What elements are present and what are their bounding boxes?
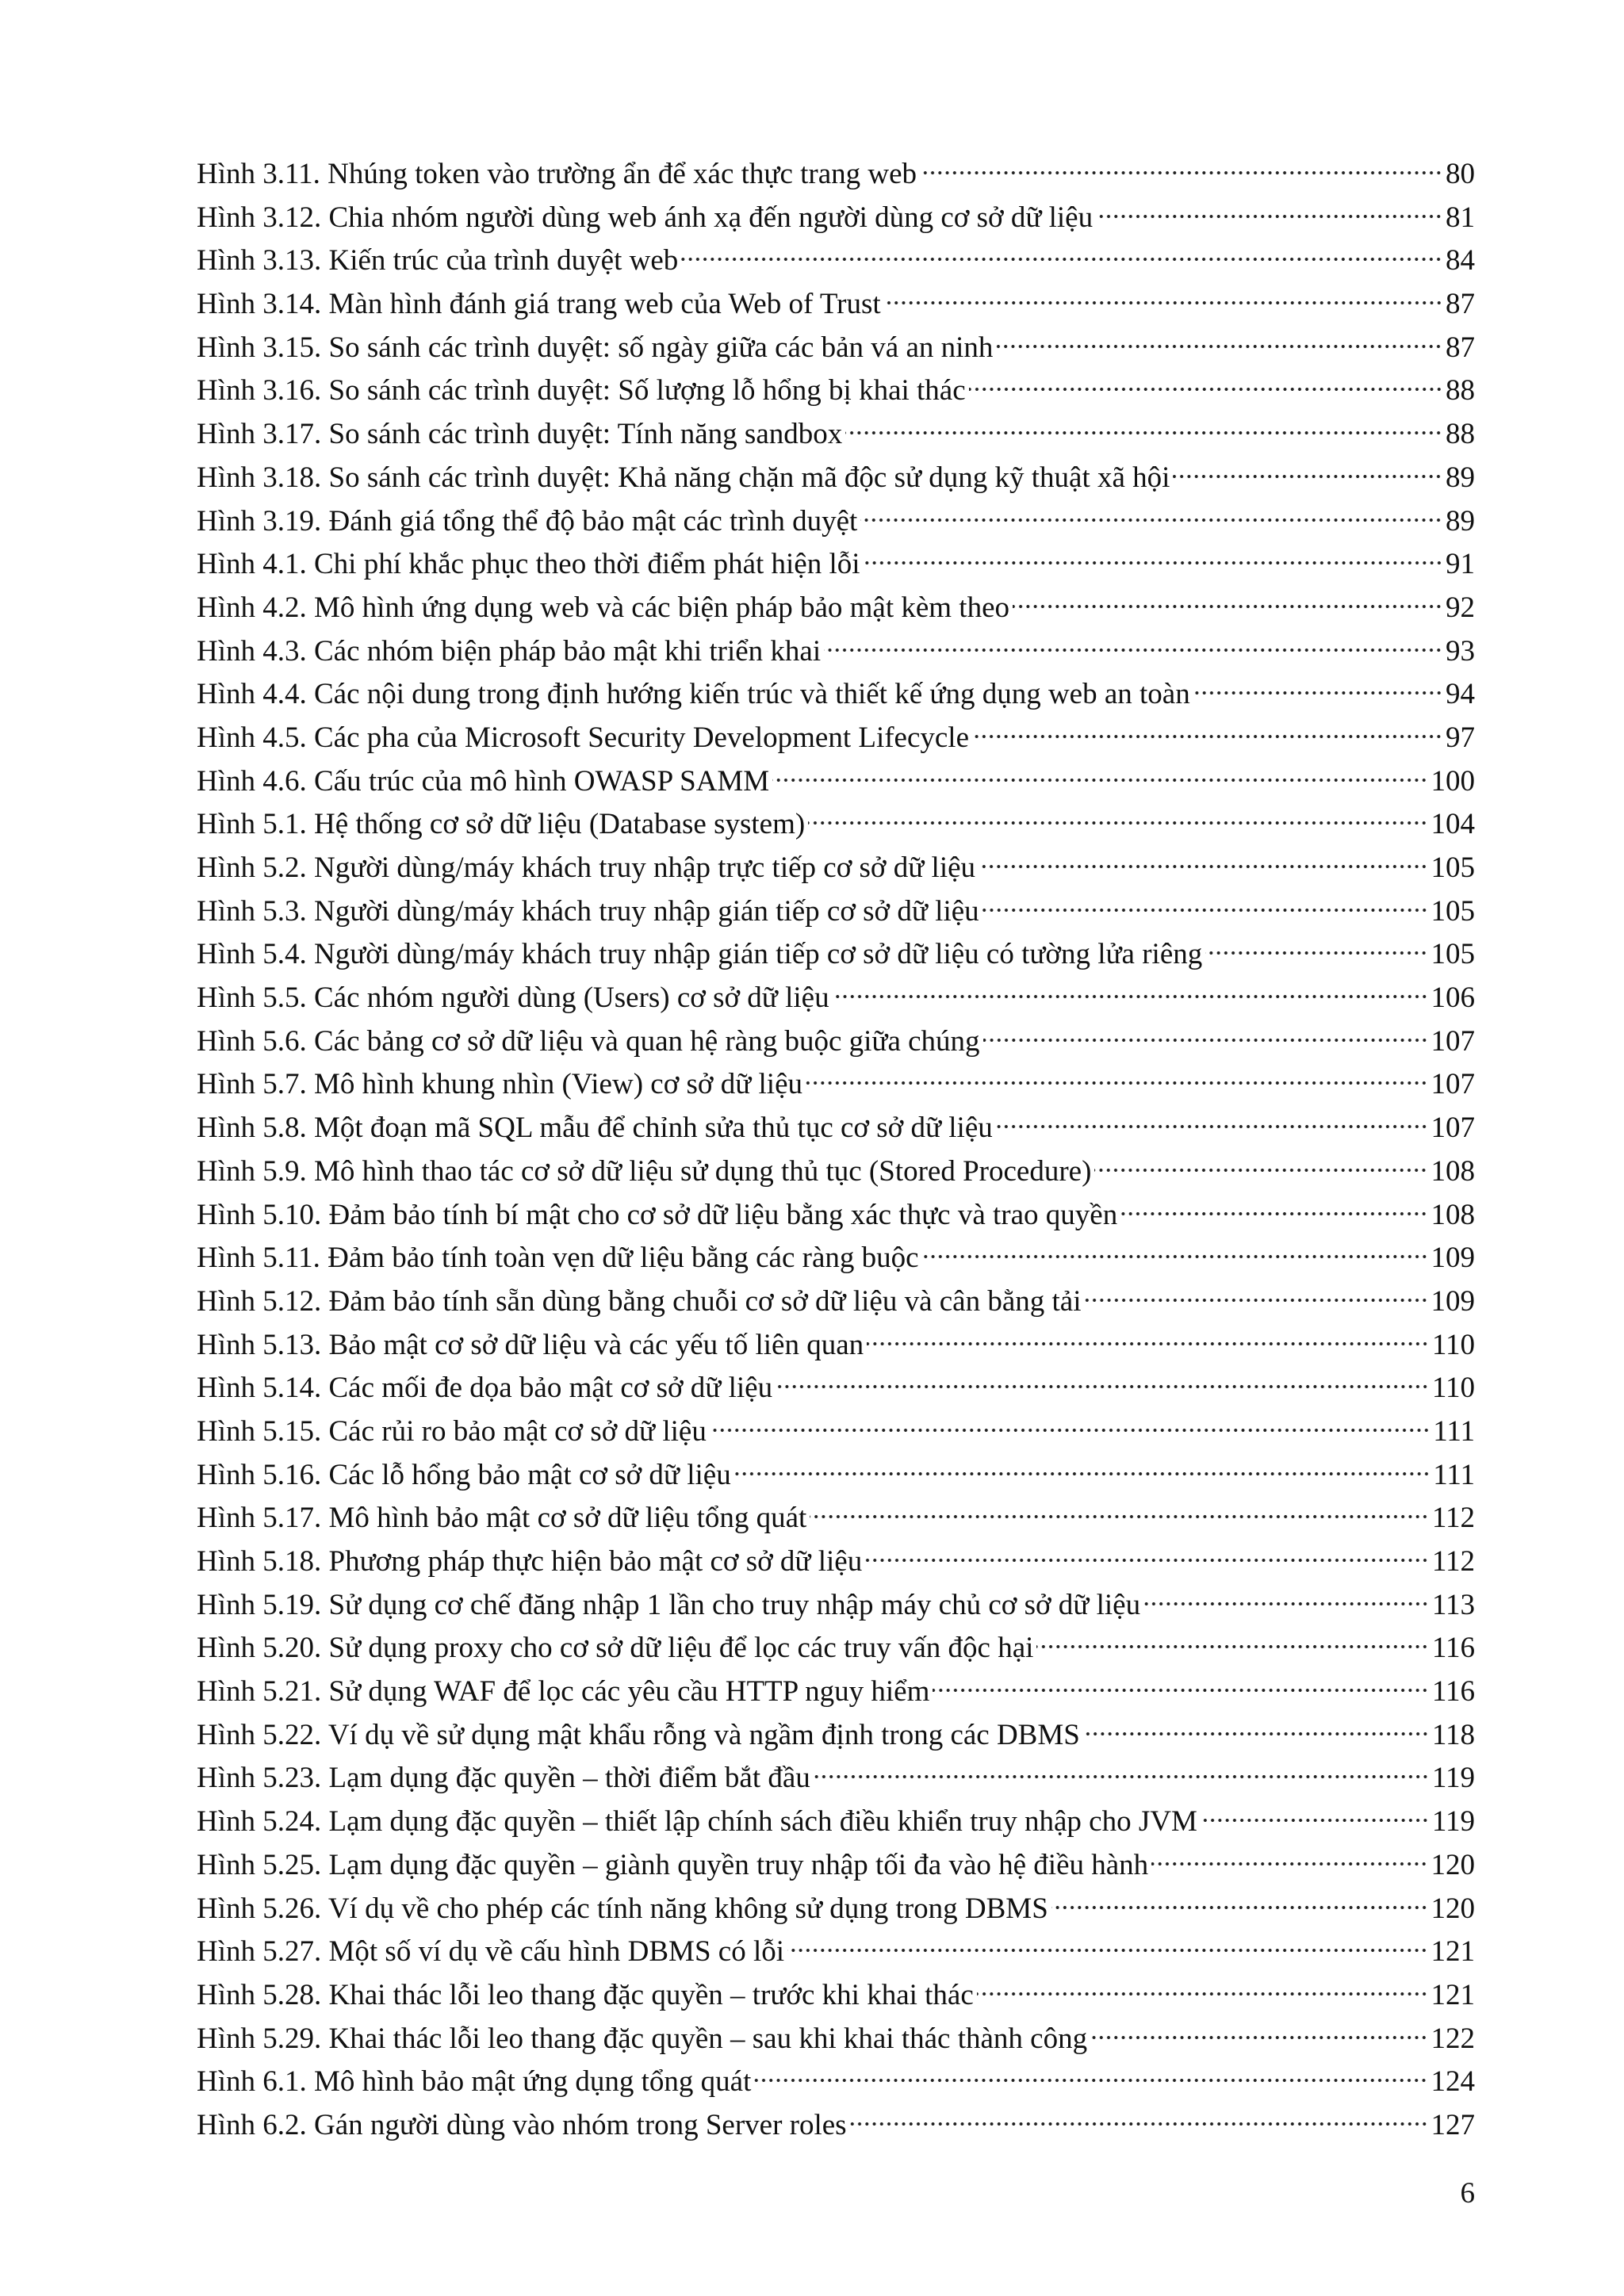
toc-dot-leader (1013, 603, 1442, 610)
toc-entry-label: Hình 5.20. Sử dụng proxy cho cơ sở dữ liệu để lọc các truy vấn độc hại (197, 1632, 1034, 1665)
toc-dot-leader (1090, 2034, 1427, 2042)
toc-entry-page: 91 (1446, 548, 1475, 581)
toc-dot-leader (1096, 212, 1442, 220)
toc-entry (197, 1410, 1475, 1454)
toc-entry-page: 119 (1431, 1762, 1475, 1795)
toc-entry (197, 283, 1475, 327)
toc-entry (197, 1063, 1475, 1107)
toc-entry-label: Hình 3.11. Nhúng token vào trường ẩn để xác thực trang web (197, 158, 917, 190)
toc-entry-page: 97 (1446, 721, 1475, 754)
toc-entry (197, 1931, 1475, 1974)
toc-entry-label: Hình 3.15. So sánh các trình duyệt: số ngày giữa các bản vá an ninh (197, 331, 994, 364)
toc-dot-leader (1201, 1816, 1429, 1824)
toc-entry-page: 92 (1446, 591, 1475, 624)
toc-entry-page: 107 (1431, 1024, 1475, 1058)
toc-entry-page: 112 (1431, 1545, 1475, 1578)
toc-entry-page: 89 (1446, 504, 1475, 538)
toc-entry (197, 1540, 1475, 1584)
toc-entry-page: 87 (1446, 288, 1475, 321)
toc-entry-label: Hình 5.29. Khai thác lỗi leo thang đặc quyền – sau khi khai thác thành công (197, 2022, 1088, 2055)
toc-entry (197, 327, 1475, 370)
toc-dot-leader (710, 1426, 1430, 1434)
toc-entry-label: Hình 5.22. Ví dụ về sử dụng mật khẩu rỗng và ngầm định trong các DBMS (197, 1718, 1080, 1751)
toc-entry-page: 94 (1446, 678, 1475, 711)
toc-entry-label: Hình 5.17. Mô hình bảo mật cơ sở dữ liệu tổng quát (197, 1502, 807, 1535)
toc-entry (197, 2018, 1475, 2061)
toc-entry (197, 1324, 1475, 1368)
toc-dot-leader (865, 1556, 1429, 1564)
toc-entry-label: Hình 5.9. Mô hình thao tác cơ sở dữ liệu sử dụng thủ tục (Stored Procedure) (197, 1154, 1092, 1188)
toc-dot-leader (1120, 1210, 1427, 1218)
toc-entry-page: 111 (1433, 1414, 1475, 1448)
toc-entry (197, 1237, 1475, 1280)
toc-entry-page: 89 (1446, 461, 1475, 494)
list-of-figures (197, 153, 1475, 2148)
toc-entry-label: Hình 5.3. Người dùng/máy khách truy nhập gián tiếp cơ sở dữ liệu (197, 894, 979, 928)
toc-entry-page: 118 (1431, 1718, 1475, 1751)
toc-entry-page: 119 (1431, 1805, 1475, 1839)
toc-entry (197, 1497, 1475, 1540)
toc-entry-label: Hình 3.14. Màn hình đánh giá trang web của Web of Trust (197, 288, 881, 321)
toc-entry-label: Hình 4.4. Các nội dung trong định hướng kiến trúc và thiết kế ứng dụng web an toàn (197, 678, 1190, 711)
toc-entry-label: Hình 5.23. Lạm dụng đặc quyền – thời điểm bắt đầu (197, 1762, 810, 1795)
toc-entry (197, 803, 1475, 847)
toc-entry-page: 100 (1431, 764, 1475, 798)
toc-entry-page: 88 (1446, 374, 1475, 408)
toc-entry-page: 107 (1431, 1068, 1475, 1101)
toc-dot-leader (1151, 1860, 1427, 1868)
toc-dot-leader (808, 819, 1427, 827)
toc-dot-leader (979, 863, 1427, 871)
toc-entry-label: Hình 5.15. Các rủi ro bảo mật cơ sở dữ liệu (197, 1414, 707, 1448)
toc-entry-label: Hình 5.25. Lạm dụng đặc quyền – giành quyền truy nhập tối đa vào hệ điều hành (197, 1848, 1149, 1881)
toc-entry-label: Hình 4.3. Các nhóm biện pháp bảo mật khi triển khai (197, 634, 822, 668)
toc-entry-label: Hình 5.5. Các nhóm người dùng (Users) cơ sở dữ liệu (197, 982, 829, 1015)
toc-entry-label: Hình 5.10. Đảm bảo tính bí mật cho cơ sở dữ liệu bằng xác thực và trao quyền (197, 1198, 1118, 1231)
toc-entry-label: Hình 5.24. Lạm dụng đặc quyền – thiết lập chính sách điều khiển truy nhập cho JVM (197, 1805, 1197, 1839)
toc-dot-leader (867, 1340, 1429, 1348)
toc-dot-leader (1036, 1643, 1428, 1651)
toc-entry-label: Hình 3.16. So sánh các trình duyệt: Số lượng lỗ hổng bị khai thác (197, 374, 966, 408)
toc-entry-page: 120 (1431, 1892, 1475, 1925)
toc-dot-leader (1173, 473, 1442, 480)
toc-entry-label: Hình 5.26. Ví dụ về cho phép các tính năng không sử dụng trong DBMS (197, 1892, 1048, 1925)
toc-dot-leader (996, 1123, 1428, 1131)
toc-entry-page: 108 (1431, 1154, 1475, 1188)
toc-entry-label: Hình 6.1. Mô hình bảo mật ứng dụng tổng quát (197, 2065, 752, 2099)
toc-entry-page: 121 (1431, 1978, 1475, 2011)
toc-dot-leader (969, 385, 1442, 393)
toc-entry-label: Hình 5.6. Các bảng cơ sở dữ liệu và quan hệ ràng buộc giữa chúng (197, 1024, 980, 1058)
toc-entry-page: 87 (1446, 331, 1475, 364)
toc-entry-page: 104 (1431, 808, 1475, 841)
toc-entry (197, 630, 1475, 674)
toc-entry-label: Hình 3.13. Kiến trúc của trình duyệt web (197, 244, 679, 277)
toc-entry-page: 105 (1431, 938, 1475, 971)
toc-entry (197, 153, 1475, 197)
toc-dot-leader (1085, 1296, 1428, 1304)
toc-entry (197, 1454, 1475, 1498)
toc-entry (197, 1757, 1475, 1800)
toc-dot-leader (850, 2120, 1428, 2128)
toc-dot-leader (1193, 689, 1442, 697)
toc-entry-page: 127 (1431, 2108, 1475, 2141)
toc-entry-page: 111 (1433, 1458, 1475, 1491)
toc-entry (197, 2061, 1475, 2104)
toc-dot-leader (1051, 1904, 1428, 1911)
toc-entry (197, 1974, 1475, 2018)
toc-entry-label: Hình 5.13. Bảo mật cơ sở dữ liệu và các yếu tố liên quan (197, 1328, 864, 1361)
toc-entry-page: 110 (1431, 1328, 1475, 1361)
toc-dot-leader (806, 1079, 1427, 1087)
toc-dot-leader (845, 429, 1442, 437)
toc-entry (197, 369, 1475, 413)
toc-entry-label: Hình 5.7. Mô hình khung nhìn (View) cơ sở dữ liệu (197, 1068, 803, 1101)
toc-entry-label: Hình 5.1. Hệ thống cơ sở dữ liệu (Database system) (197, 808, 806, 841)
toc-entry-page: 80 (1446, 158, 1475, 190)
toc-entry (197, 1194, 1475, 1238)
toc-dot-leader (772, 776, 1427, 784)
toc-entry-page: 84 (1446, 244, 1475, 277)
toc-entry (197, 1844, 1475, 1888)
toc-entry (197, 2104, 1475, 2148)
toc-dot-leader (833, 993, 1428, 1001)
toc-entry-page: 109 (1431, 1242, 1475, 1275)
toc-entry (197, 1150, 1475, 1194)
toc-entry-label: Hình 5.2. Người dùng/máy khách truy nhập trực tiếp cơ sở dữ liệu (197, 851, 976, 884)
toc-entry (197, 413, 1475, 457)
toc-entry-page: 105 (1431, 894, 1475, 928)
toc-entry (197, 1584, 1475, 1628)
toc-entry-page: 110 (1431, 1372, 1475, 1405)
toc-dot-leader (983, 1036, 1428, 1044)
toc-dot-leader (787, 1946, 1427, 1954)
toc-entry-page: 122 (1431, 2022, 1475, 2055)
toc-entry (197, 977, 1475, 1020)
toc-entry-label: Hình 3.12. Chia nhóm người dùng web ánh xạ đến người dùng cơ sở dữ liệu (197, 201, 1094, 234)
toc-entry-label: Hình 3.19. Đánh giá tổng thể độ bảo mật các trình duyệt (197, 504, 858, 538)
toc-entry-page: 108 (1431, 1198, 1475, 1231)
toc-entry (197, 1020, 1475, 1064)
toc-dot-leader (1143, 1600, 1429, 1608)
toc-dot-leader (860, 516, 1442, 524)
toc-dot-leader (864, 559, 1442, 567)
toc-entry-label: Hình 5.11. Đảm bảo tính toàn vẹn dữ liệu bằng các ràng buộc (197, 1242, 919, 1275)
toc-entry-label: Hình 5.19. Sử dụng cơ chế đăng nhập 1 lần cho truy nhập máy chủ cơ sở dữ liệu (197, 1588, 1141, 1621)
toc-entry (197, 933, 1475, 977)
toc-entry (197, 890, 1475, 934)
toc-entry (197, 760, 1475, 804)
toc-entry-label: Hình 3.18. So sánh các trình duyệt: Khả năng chặn mã độc sử dụng kỹ thuật xã hội (197, 461, 1170, 494)
toc-entry-page: 124 (1431, 2065, 1475, 2099)
toc-dot-leader (1083, 1730, 1429, 1738)
toc-dot-leader (982, 906, 1428, 914)
toc-dot-leader (776, 1383, 1429, 1391)
toc-entry-label: Hình 4.2. Mô hình ứng dụng web và các biện pháp bảo mật kèm theo (197, 591, 1009, 624)
toc-entry (197, 1367, 1475, 1410)
toc-dot-leader (734, 1470, 1431, 1478)
toc-entry-label: Hình 5.28. Khai thác lỗi leo thang đặc quyền – trước khi khai thác (197, 1978, 974, 2011)
toc-dot-leader (810, 1513, 1429, 1521)
toc-entry-label: Hình 5.12. Đảm bảo tính sẵn dùng bằng chuỗi cơ sở dữ liệu và cân bằng tải (197, 1284, 1082, 1318)
toc-entry-label: Hình 5.21. Sử dụng WAF để lọc các yêu cầu HTTP nguy hiểm (197, 1675, 930, 1709)
toc-entry (197, 1800, 1475, 1844)
toc-entry (197, 500, 1475, 544)
toc-entry (197, 673, 1475, 717)
toc-entry-page: 116 (1431, 1632, 1475, 1665)
toc-entry-page: 112 (1431, 1502, 1475, 1535)
toc-dot-leader (814, 1773, 1429, 1781)
toc-entry-page: 121 (1431, 1935, 1475, 1969)
toc-dot-leader (1094, 1166, 1427, 1174)
toc-dot-leader (1205, 949, 1427, 957)
toc-entry (197, 847, 1475, 890)
toc-entry (197, 717, 1475, 760)
toc-entry (197, 457, 1475, 500)
toc-entry (197, 587, 1475, 630)
toc-entry (197, 1280, 1475, 1324)
toc-entry-page: 105 (1431, 851, 1475, 884)
toc-entry-page: 81 (1446, 201, 1475, 234)
page-number: 6 (1460, 2177, 1475, 2210)
toc-entry-label: Hình 5.18. Phương pháp thực hiện bảo mật cơ sở dữ liệu (197, 1545, 863, 1578)
toc-entry-label: Hình 3.17. So sánh các trình duyệt: Tính năng sandbox (197, 418, 843, 451)
toc-entry (197, 1107, 1475, 1150)
toc-entry-page: 109 (1431, 1284, 1475, 1318)
toc-dot-leader (681, 255, 1442, 263)
toc-dot-leader (996, 342, 1442, 350)
toc-entry (197, 1627, 1475, 1670)
toc-dot-leader (933, 1686, 1429, 1694)
toc-entry-label: Hình 5.8. Một đoạn mã SQL mẫu để chỉnh sửa thủ tục cơ sở dữ liệu (197, 1112, 993, 1145)
toc-dot-leader (920, 169, 1442, 177)
toc-entry (197, 197, 1475, 240)
toc-dot-leader (922, 1253, 1428, 1261)
toc-entry-page: 107 (1431, 1112, 1475, 1145)
toc-entry-page: 116 (1431, 1675, 1475, 1709)
toc-entry-label: Hình 5.16. Các lỗ hổng bảo mật cơ sở dữ liệu (197, 1458, 731, 1491)
toc-entry-page: 120 (1431, 1848, 1475, 1881)
toc-entry-label: Hình 5.4. Người dùng/máy khách truy nhập gián tiếp cơ sở dữ liệu có tường lửa riêng (197, 938, 1203, 971)
toc-dot-leader (884, 299, 1442, 307)
toc-entry-page: 106 (1431, 982, 1475, 1015)
toc-entry-page: 113 (1431, 1588, 1475, 1621)
toc-entry-label: Hình 4.5. Các pha của Microsoft Security Development Lifecycle (197, 721, 970, 754)
toc-entry-label: Hình 5.14. Các mối đe dọa bảo mật cơ sở dữ liệu (197, 1372, 773, 1405)
toc-entry (197, 543, 1475, 587)
toc-entry-page: 93 (1446, 634, 1475, 668)
toc-entry (197, 239, 1475, 283)
toc-entry (197, 1888, 1475, 1931)
toc-dot-leader (754, 2076, 1427, 2084)
toc-dot-leader (977, 1990, 1428, 1998)
toc-entry-label: Hình 5.27. Một số ví dụ về cấu hình DBMS có lỗi (197, 1935, 785, 1969)
toc-dot-leader (972, 733, 1442, 740)
toc-dot-leader (824, 646, 1442, 654)
toc-entry (197, 1714, 1475, 1758)
toc-entry (197, 1670, 1475, 1714)
toc-entry-label: Hình 4.1. Chi phí khắc phục theo thời điểm phát hiện lỗi (197, 548, 860, 581)
toc-entry-label: Hình 6.2. Gán người dùng vào nhóm trong Server roles (197, 2108, 847, 2141)
toc-entry-label: Hình 4.6. Cấu trúc của mô hình OWASP SAMM (197, 764, 770, 798)
toc-entry-page: 88 (1446, 418, 1475, 451)
